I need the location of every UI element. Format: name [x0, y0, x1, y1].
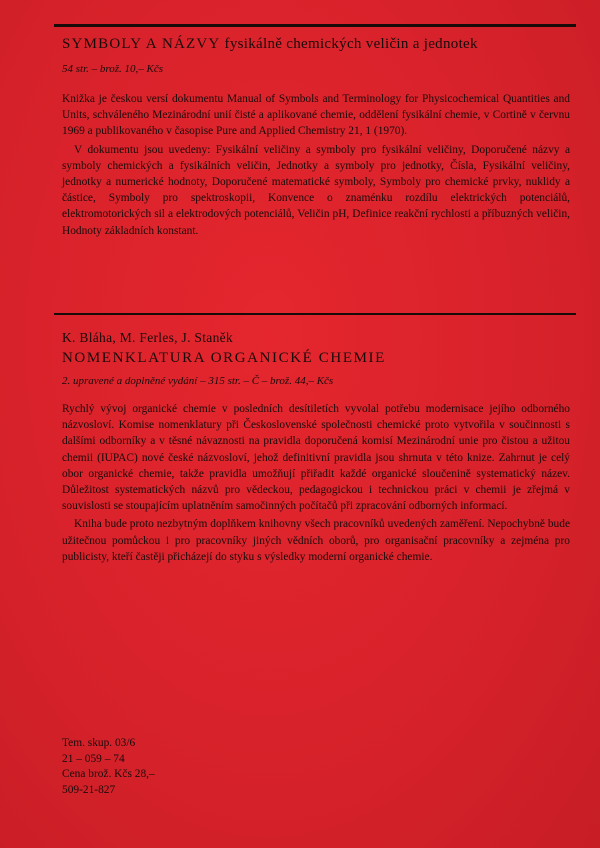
book2-meta: 2. upravené a doplněné vydání – 315 str. – Č – brož. 44,– Kčs [62, 375, 334, 387]
colophon-line-4: 509-21-827 [62, 783, 116, 796]
book1-paragraph-2: V dokumentu jsou uvedeny: Fysikální veličiny a symboly pro fysikální veličiny, Doporučené názvy a symboly chemických a fysikálních veličin, Jednotky a symboly pro jednotky, Čísla, Fysikální veličiny, jednotky a numerické hodnoty, Doporučené matematické symboly, Symboly pro chemické prvky, nuklidy a částice, Symboly pro spektroskopii, Konvence o znaménku rozdílu elektrických potenciálů, elektromotorických sil a elektrodových potenciálů, Veličin pH, Definice reakční rychlosti a příbuzných veličin, Hodnoty základních konstant. [62, 143, 570, 237]
book1-title [62, 36, 570, 53]
book1-paragraph-1: Knižka je českou versí dokumentu Manual of Symbols and Terminology for Physicochemical Quantities and Units, schváleného Mezinárodní unií čisté a aplikované chemie, oddělení fysikální chemie, v Cortině v červnu 1969 a publikovaného v časopise Pure and Applied Chemistry 21, 1 (1970). [62, 93, 570, 138]
colophon-line-1: Tem. skup. 03/6 [62, 737, 136, 749]
colophon-line-3: Cena brož. Kčs 28,– [62, 768, 155, 780]
colophon [62, 736, 155, 798]
colophon-line-2: 21 – 059 – 74 [62, 752, 125, 765]
book1-meta: 54 str. – brož. 10,– Kčs [62, 63, 164, 75]
book1-title-caps: SYMBOLY A NÁZVY [62, 36, 221, 52]
book2-authors: K. Bláha, M. Ferles, J. Staněk [62, 330, 233, 345]
top-rule [54, 24, 576, 27]
book1-section [62, 36, 570, 239]
book2-title: NOMENKLATURA ORGANICKÉ CHEMIE [62, 350, 386, 366]
book2-paragraph-2: Kniha bude proto nezbytným doplňkem knihovny všech pracovníků uvedených zaměření. Nepochybně bude užitečnou pomůckou i pro pracovníky jiných vědních oborů, pro organisační pracovníky a zejména pro publicisty, kteří častěji přicházejí do styku s výsledky moderní organické chemie. [62, 518, 570, 563]
book2-paragraph-1: Rychlý vývoj organické chemie v posledních desítiletích vyvolal potřebu modernisace jejího odborného názvosloví. Komise nomenklatury při Československé společnosti chemické proto vytvořila v součinnosti s dalšími odborníky a v těsné návaznosti na pravidla doporučená komisí Mezinárodní unie pro čistou a užitou chemii (IUPAC) nové české názvosloví, jehož definitivní pravidla jsou shrnuta v této knize. Zahrnut je celý obor organické chemie, takže pravidla umožňují přiřadit každé organické sloučenině systematický název. Důležitost systematických názvů pro vědeckou, pedagogickou i technickou práci v chemii je zřejmá v souvislosti se stoupajícím uplatněním samočinných počítačů při zpracování odborných informací. [62, 403, 570, 513]
book1-title-rest: fysikálně chemických veličin a jednotek [224, 36, 478, 52]
middle-rule [54, 313, 576, 315]
book2-section [62, 330, 570, 565]
